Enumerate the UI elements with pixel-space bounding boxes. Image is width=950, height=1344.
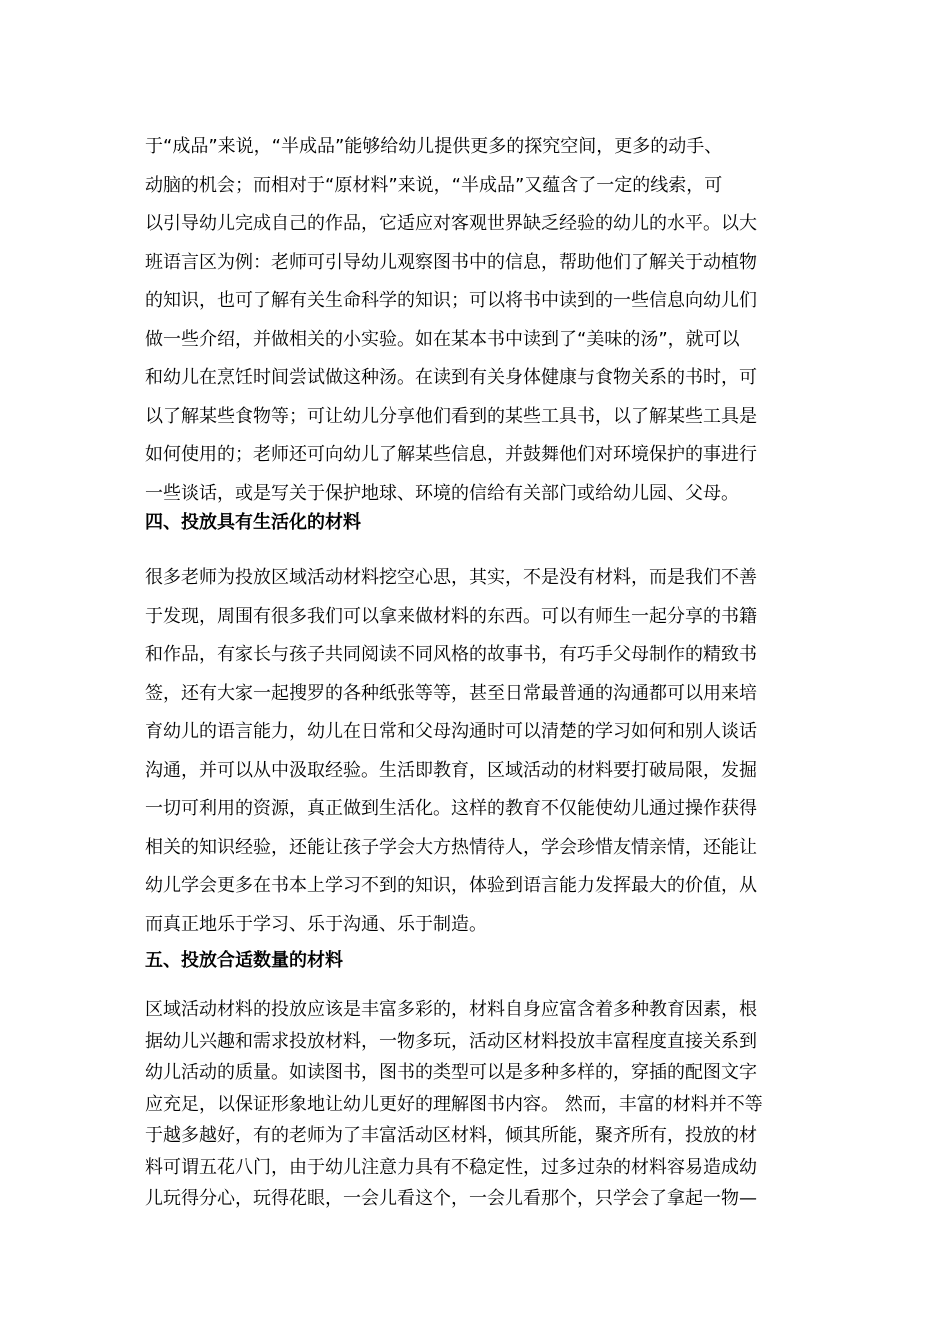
section-heading-5: 五、投放合适数量的材料: [145, 950, 343, 971]
paragraph-life-materials: [145, 559, 805, 944]
text-line: 和幼儿在烹饪时间尝试做这种汤。在读到有关身体健康与食物关系的书时，可: [145, 367, 757, 388]
text-line: 幼儿活动的质量。如读图书，图书的类型可以是多种多样的，穿插的配图文字: [145, 1062, 757, 1083]
section-heading-4: 四、投放具有生活化的材料: [145, 512, 361, 533]
text-line: 相关的知识经验，还能让孩子学会大方热情待人，学会珍惜友情亲情，还能让: [145, 836, 757, 858]
text-line: 应充足，以保证形象地让幼儿更好的理解图书内容。 然而，丰富的材料并不等: [145, 1093, 763, 1115]
text-line: 料可谓五花八门，由于幼儿注意力具有不稳定性，过多过杂的材料容易造成幼: [145, 1156, 757, 1178]
text-line: 以引导幼儿完成自己的作品，它适应对客观世界缺乏经验的幼儿的水平。以大: [145, 213, 757, 234]
paragraph-material-quantity: [145, 994, 805, 1215]
text-line: 如何使用的；老师还可向幼儿了解某些信息，并鼓舞他们对环境保护的事进行: [145, 444, 757, 465]
text-line: 签，还有大家一起搜罗的各种纸张等等，甚至日常最普通的沟通都可以用来培: [145, 682, 757, 704]
text-line: 而真正地乐于学习、乐于沟通、乐于制造。: [145, 913, 487, 935]
text-line: 很多老师为投放区域活动材料挖空心思，其实，不是没有材料，而是我们不善: [145, 567, 757, 588]
text-line: 区域活动材料的投放应该是丰富多彩的，材料自身应富含着多种教育因素，根: [145, 999, 757, 1020]
text-line: 班语言区为例：老师可引导幼儿观察图书中的信息，帮助他们了解关于动植物: [145, 251, 757, 273]
text-line: 动脑的机会；而相对于“原材料”来说，“半成品”又蕴含了一定的线索，可: [145, 174, 723, 196]
text-line: 于越多越好，有的老师为了丰富活动区材料，倾其所能，聚齐所有，投放的材: [145, 1125, 757, 1146]
text-line: 育幼儿的语言能力，幼儿在日常和父母沟通时可以清楚的学习如何和别人谈话: [145, 721, 757, 742]
text-line: 儿玩得分心，玩得花眼，一会儿看这个，一会儿看那个，只学会了拿起一物—: [145, 1188, 757, 1209]
text-line: 据幼儿兴趣和需求投放材料，一物多玩，活动区材料投放丰富程度直接关系到: [145, 1030, 757, 1052]
text-line: 一些谈话，或是写关于保护地球、环境的信给有关部门或给幼儿园、父母。: [145, 482, 739, 504]
text-line: 做一些介绍，并做相关的小实验。如在某本书中读到了“美味的汤”，就可以: [145, 328, 740, 350]
text-line: 于发现，周围有很多我们可以拿来做材料的东西。可以有师生一起分享的书籍: [145, 605, 757, 627]
text-line: 和作品，有家长与孩子共同阅读不同风格的故事书，有巧手父母制作的精致书: [145, 644, 757, 665]
text-line: 以了解某些食物等；可让幼儿分享他们看到的某些工具书，以了解某些工具是: [145, 405, 757, 427]
text-line: 沟通，并可以从中汲取经验。生活即教育，区域活动的材料要打破局限，发掘: [145, 759, 757, 781]
text-line: 幼儿学会更多在书本上学习不到的知识，体验到语言能力发挥最大的价值，从: [145, 875, 757, 896]
text-line: 一切可利用的资源，真正做到生活化。这样的教育不仅能使幼儿通过操作获得: [145, 798, 757, 819]
text-line: 的知识，也可了解有关生命科学的知识；可以将书中读到的一些信息向幼儿们: [145, 290, 757, 311]
paragraph-semi-finished-materials: [145, 128, 805, 513]
text-line: 于“成品”来说，“半成品”能够给幼儿提供更多的探究空间，更多的动手、: [145, 136, 723, 157]
